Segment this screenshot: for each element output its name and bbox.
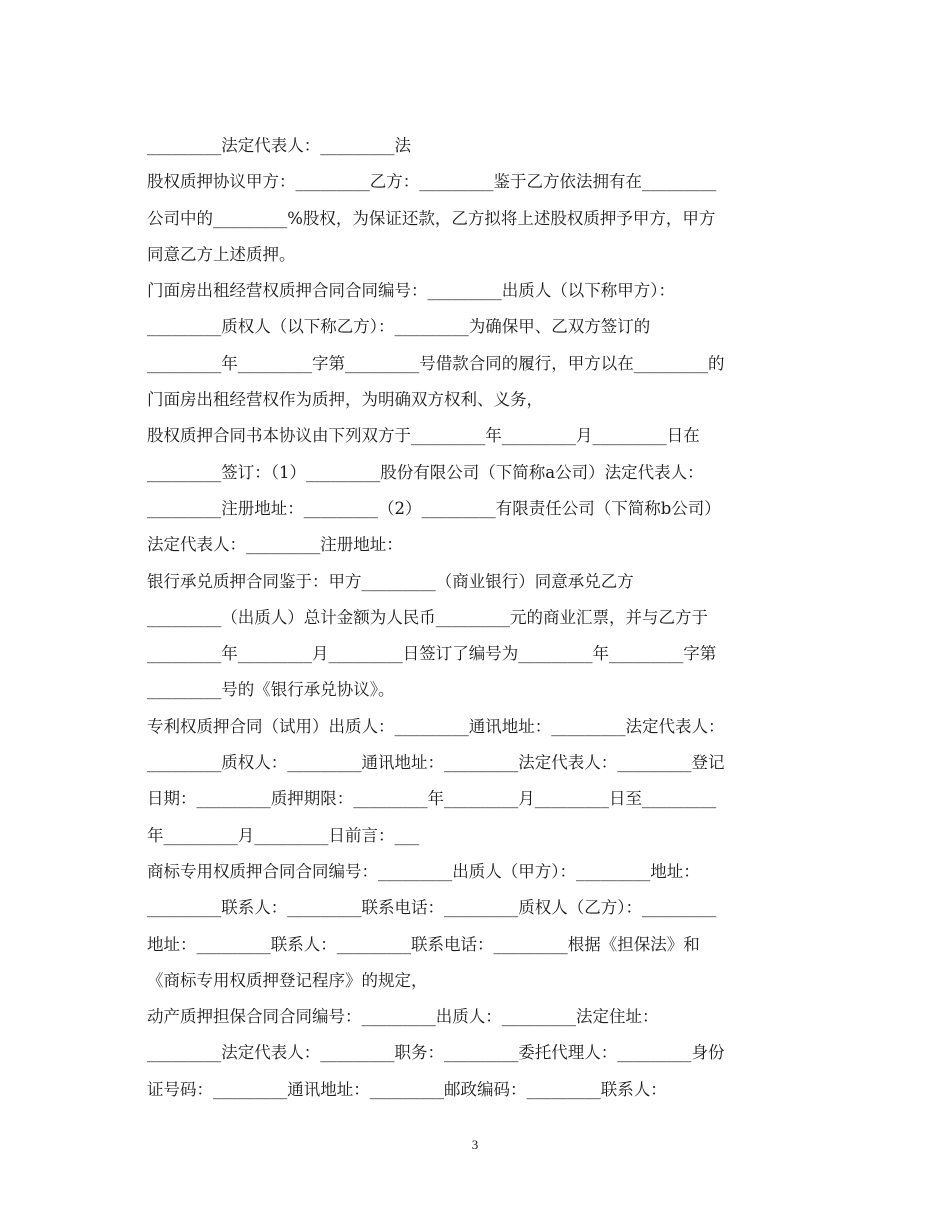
text-line: _________号的《银行承兑协议》。 [147,680,395,700]
text-line: 年_________月_________日前言：___ [147,825,420,845]
text-line: 专利权质押合同（试用）出质人：_________通讯地址：_________法定代表人： [147,716,725,736]
text-line: _________法定代表人：_________法 [147,136,411,155]
text-line: 证号码：_________通讯地址：_________邮政编码：_________联系人： [147,1079,667,1099]
text-line: 《商标专用权质押登记程序》的规定， [147,970,428,990]
text-line: 股权质押协议甲方：_________乙方：_________鉴于乙方依法拥有在_________ [147,172,717,192]
text-line: _________年_________月_________日签订了编号为_________年_________字第 [147,644,717,664]
text-line: _________签订：（1）_________股份有限公司（下简称a公司）法定代表人： [147,462,704,482]
page-number: 3 [471,1137,479,1152]
text-line: _________法定代表人：_________职务：_________委托代理人：_________身份 [147,1043,725,1063]
text-line: 门面房出租经营权作为质押，为明确双方权利、义务， [147,390,543,410]
text-line: 银行承兑质押合同鉴于：甲方_________（商业银行）同意承兑乙方 [147,571,634,591]
text-line: _________年_________字第_________号借款合同的履行，甲方以在_________的 [147,353,725,373]
text-line: 商标专用权质押合同合同编号：_________出质人（甲方）：_________地址： [147,861,700,881]
text-line: 门面房出租经营权质押合同合同编号：_________出质人（以下称甲方）： [147,281,675,301]
text-line: 股权质押合同书本协议由下列双方于_________年_________月_________日在 [147,426,700,446]
text-line: 同意乙方上述质押。 [147,244,296,264]
text-line: 公司中的_________%股权，为保证还款，乙方拟将上述股权质押予甲方，甲方 [147,208,716,228]
text-line: _________质权人（以下称乙方）：_________为确保甲、乙双方签订的 [147,317,651,337]
text-line: 动产质押担保合同合同编号：_________出质人：_________法定住址： [147,1007,659,1027]
text-line: _________质权人：_________通讯地址：_________法定代表人：_________登记 [147,753,725,773]
document-body [147,128,807,1108]
text-line: 地址：_________联系人：_________联系电话：_________根据《担保法》和 [147,934,700,954]
text-line: _________注册地址：_________（2）_________有限责任公司（下简称b公司） [147,498,721,518]
text-line: 法定代表人：_________注册地址： [147,535,403,555]
text-line: _________联系人：_________联系电话：_________质权人（乙方）：_________ [147,898,717,918]
text-line: _________（出质人）总计金额为人民币_________元的商业汇票，并与乙方于 [147,607,708,627]
text-line: 日期：_________质押期限：_________年_________月_________日至_________ [147,789,717,809]
